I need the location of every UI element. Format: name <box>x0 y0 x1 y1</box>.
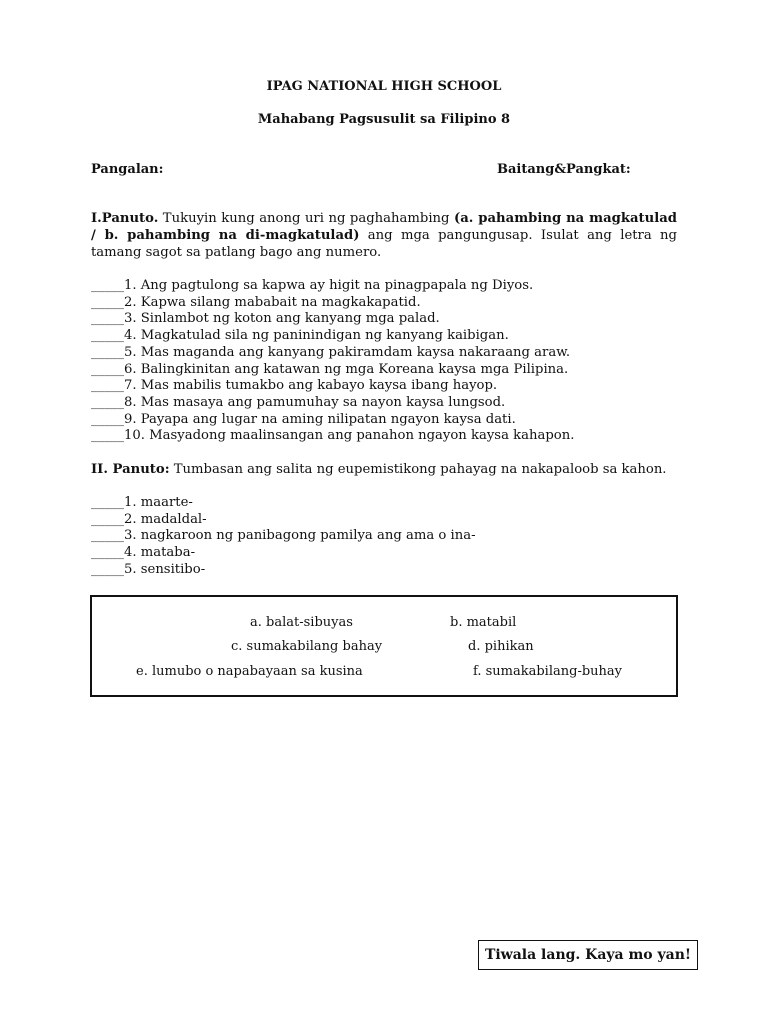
section1-instructions <box>91 210 677 261</box>
section1-choices: (a. pahambing na magkatulad / b. pahambing na di-magkatulad) <box>91 211 678 243</box>
section2-text: Tumbasan ang salita ng eupemistikong pahayag na nakapaloob sa kahon. <box>169 462 667 477</box>
section2-items <box>91 495 691 579</box>
list-item: _____9. Payapa ang lugar na aming nilipatan ngayon kaysa dati. <box>91 411 516 427</box>
choice-f: f. sumakabilang-buhay <box>473 664 622 679</box>
section2-instructions <box>91 461 677 478</box>
list-item: _____7. Mas mabilis tumakbo ang kabayo kaysa ibang hayop. <box>91 378 498 394</box>
section1-heading: I.Panuto. <box>91 211 159 226</box>
list-item: _____5. sensitibo- <box>91 561 206 577</box>
choices-box <box>90 595 678 697</box>
choice-c: c. sumakabilang bahay <box>231 639 383 654</box>
choice-d: d. pihikan <box>468 639 534 654</box>
exam-title: Mahabang Pagsusulit sa Filipino 8 <box>257 112 511 127</box>
list-item: _____4. mataba- <box>91 545 196 561</box>
section1-text1: Tukuyin kung anong uri ng paghahambing <box>158 211 454 226</box>
list-item: _____5. Mas maganda ang kanyang pakiramdam kaysa nakaraang araw. <box>91 344 571 360</box>
motto-box: Tiwala lang. Kaya mo yan! <box>478 940 698 970</box>
list-item: _____3. Sinlambot ng koton ang kanyang mga palad. <box>91 311 440 327</box>
list-item: _____8. Mas masaya ang pamumuhay sa nayon kaysa lungsod. <box>91 394 506 410</box>
list-item: _____2. Kapwa silang mababait na magkakapatid. <box>91 294 421 310</box>
list-item: _____4. Magkatulad sila ng paninindigan ng kanyang kaibigan. <box>91 328 509 344</box>
section2-heading: II. Panuto: <box>91 462 170 477</box>
list-item: _____2. madaldal- <box>91 511 207 527</box>
section1-items <box>91 278 691 445</box>
choice-a: a. balat-sibuyas <box>250 615 353 630</box>
choice-b: b. matabil <box>450 615 517 630</box>
name-label: Pangalan: <box>91 162 164 177</box>
grade-section-label: Baitang&Pangkat: <box>497 162 631 177</box>
school-name: IPAG NATIONAL HIGH SCHOOL <box>266 79 502 94</box>
list-item: _____3. nagkaroon ng panibagong pamilya ang ama o ina- <box>91 528 476 544</box>
list-item: _____1. maarte- <box>91 495 193 510</box>
choice-e: e. lumubo o napabayaan sa kusina <box>136 664 363 679</box>
list-item: _____1. Ang pagtulong sa kapwa ay higit na pinagpapala ng Diyos. <box>91 278 534 293</box>
list-item: _____6. Balingkinitan ang katawan ng mga Koreana kaysa mga Pilipina. <box>91 361 569 377</box>
section1-text2: ang mga pangungusap. Isulat ang letra ng tamang sagot sa patlang bago ang numero. <box>91 228 677 260</box>
list-item: _____10. Masyadong maalinsangan ang panahon ngayon kaysa kahapon. <box>91 428 575 444</box>
